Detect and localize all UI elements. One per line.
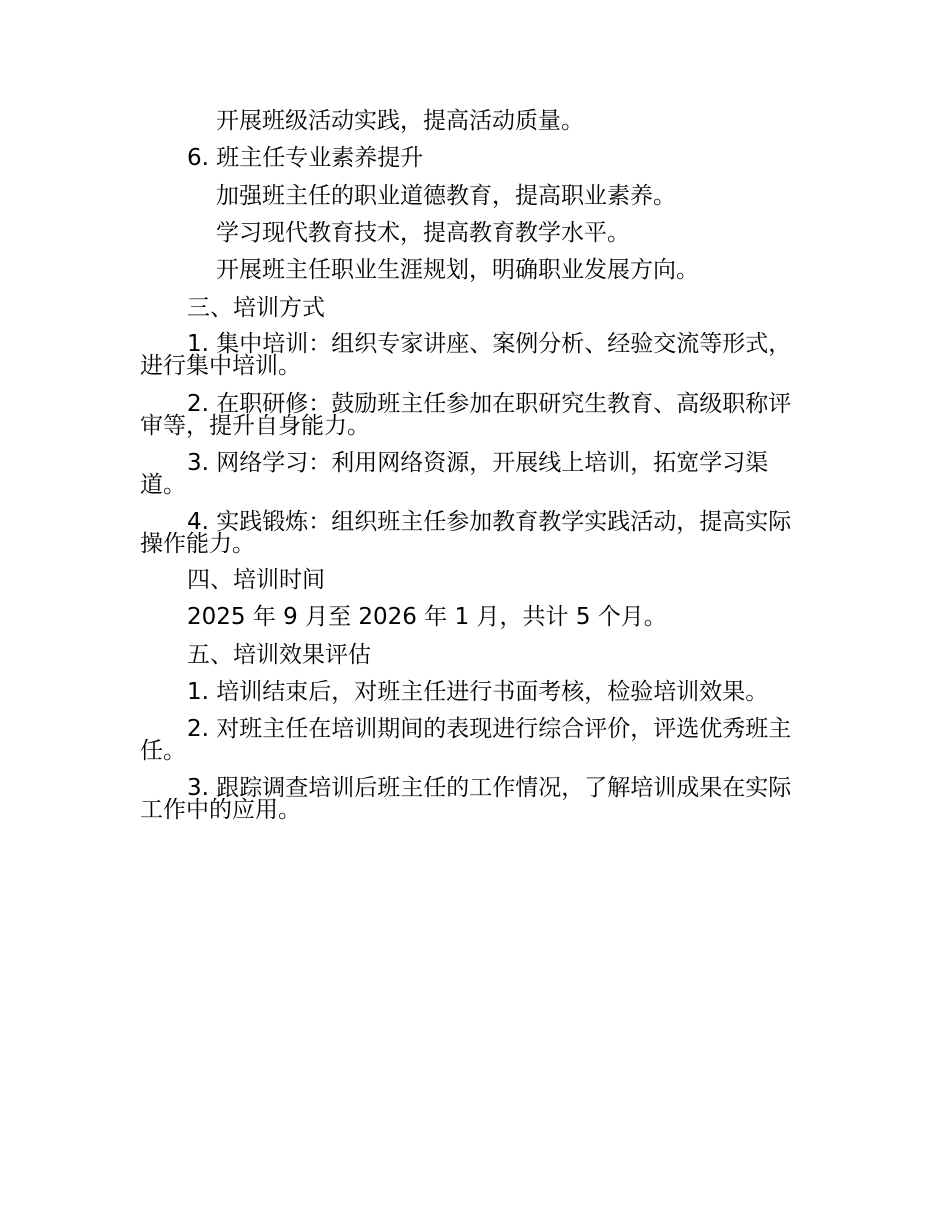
technology-line: 学习现代教育技术，提高教育教学水平。 [216, 220, 630, 246]
evaluation-2-paragraph: 2. 对班主任在培训期间的表现进行综合评价，评选优秀班主任。 [140, 716, 792, 764]
evaluation-heading: 五、培训效果评估 [187, 642, 371, 668]
method-3-paragraph: 3. 网络学习：利用网络资源，开展线上培训，拓宽学习渠道。 [140, 450, 769, 498]
method-1-paragraph: 1. 集中培训：组织专家讲座、案例分析、经验交流等形式，进行集中培训。 [140, 331, 792, 379]
training-methods-heading: 三、培训方式 [187, 295, 325, 321]
evaluation-1-line: 1. 培训结束后，对班主任进行书面考核，检验培训效果。 [187, 679, 769, 705]
ethics-line: 加强班主任的职业道德教育，提高职业素养。 [216, 183, 676, 209]
method-4-paragraph: 4. 实践锻炼：组织班主任参加教育教学实践活动，提高实际操作能力。 [140, 509, 792, 557]
training-time-heading: 四、培训时间 [187, 567, 325, 593]
method-2-paragraph: 2. 在职研修：鼓励班主任参加在职研究生教育、高级职称评审等，提升自身能力。 [140, 391, 792, 439]
section-6-heading: 6. 班主任专业素养提升 [187, 145, 424, 171]
activity-practice-line: 开展班级活动实践，提高活动质量。 [216, 108, 584, 134]
evaluation-3-paragraph: 3. 跟踪调查培训后班主任的工作情况，了解培训成果在实际工作中的应用。 [140, 775, 792, 823]
career-line: 开展班主任职业生涯规划，明确职业发展方向。 [216, 257, 699, 283]
training-time-line: 2025 年 9 月至 2026 年 1 月，共计 5 个月。 [187, 604, 667, 630]
